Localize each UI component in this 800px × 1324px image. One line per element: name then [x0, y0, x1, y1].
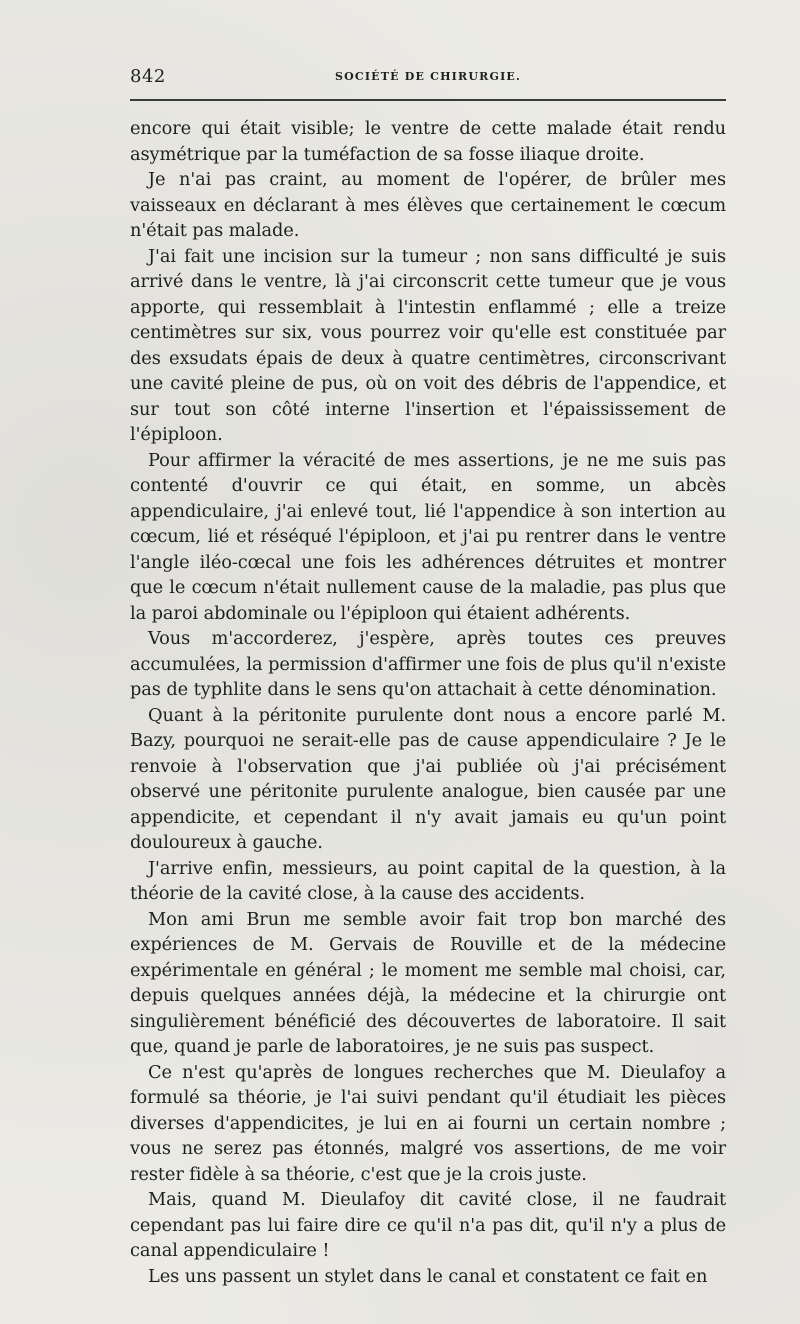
paragraph: J'ai fait une incision sur la tumeur ; non sans difficulté je suis arrivé dans le ventre, là j'ai circonscrit cette tumeur que je vous apporte, qui ressemblait à l'intestin enflammé ; elle a treize centimètres sur six, vous pourrez voir qu'elle est constituée par des exsudats épais de deux à quatre centimètres, circonscrivant une cavité pleine de pus, où on voit des débris de l'appendice, et sur tout son côté interne l'insertion et l'épaississement de l'épiploon. [130, 245, 726, 445]
paragraph: Mais, quand M. Dieulafoy dit cavité close, il ne faudrait cependant pas lui faire dire ce qu'il n'a pas dit, qu'il n'y a plus de canal appendiculaire ! [130, 1189, 726, 1261]
paragraph: Quant à la péritonite purulente dont nous a encore parlé M. Bazy, pourquoi ne serait-elle pas de cause appendiculaire ? Je le renvoie à l'observation que j'ai publiée où j'ai précisément observé une péritonite purulente analogue, bien causée par une appendicite, et cependant il n'y avait jamais eu qu'un point douloureux à gauche. [130, 704, 726, 853]
running-title: SOCIÉTÉ DE CHIRURGIE. [334, 70, 522, 83]
page-number: 842 [130, 66, 166, 87]
paragraph: Je n'ai pas craint, au moment de l'opérer, de brûler mes vaisseaux en déclarant à mes élèves que certainement le cœcum n'était pas malade. [130, 169, 726, 241]
paragraph: encore qui était visible; le ventre de cette malade était rendu asymétrique par la tuméfaction de sa fosse iliaque droite. [130, 118, 726, 165]
paragraph: Mon ami Brun me semble avoir fait trop bon marché des expériences de M. Gervais de Rouville et de la médecine expérimentale en général ; le moment me semble mal choisi, car, depuis quelques années déjà, la médecine et la chirurgie ont singulièrement bénéficié des découvertes de laboratoire. Il sait que, quand je parle de laboratoires, je ne suis pas suspect. [130, 908, 726, 1057]
body-text [130, 116, 726, 1289]
paragraph: Vous m'accorderez, j'espère, après toutes ces preuves accumulées, la permission d'affirmer une fois de plus qu'il n'existe pas de typhlite dans le sens qu'on attachait à cette dénomination. [130, 628, 726, 700]
header-rule [130, 99, 726, 101]
paragraph: Pour affirmer la véracité de mes assertions, je ne me suis pas contenté d'ouvrir ce qui était, en somme, un abcès appendiculaire, j'ai enlevé tout, lié l'appendice à son intertion au cœcum, lié et réséqué l'épiploon, et j'ai pu rentrer dans le ventre l'angle iléo-cœcal une fois les adhérences détruites et montrer que le cœcum n'était nullement cause de la maladie, pas plus que la paroi abdominale ou l'épiploon qui étaient adhérents. [130, 449, 726, 624]
paragraph: J'arrive enfin, messieurs, au point capital de la question, à la théorie de la cavité close, à la cause des accidents. [130, 857, 726, 904]
paragraph: Les uns passent un stylet dans le canal et constatent ce fait en [148, 1265, 708, 1287]
page-header [130, 66, 726, 96]
paragraph: Ce n'est qu'après de longues recherches que M. Dieulafoy a formulé sa théorie, je l'ai suivi pendant qu'il étudiait les pièces diverses d'appendicites, je lui en ai fourni un certain nombre ; vous ne serez pas étonnés, malgré vos assertions, de me voir rester fidèle à sa théorie, c'est que je la crois juste. [130, 1061, 726, 1185]
